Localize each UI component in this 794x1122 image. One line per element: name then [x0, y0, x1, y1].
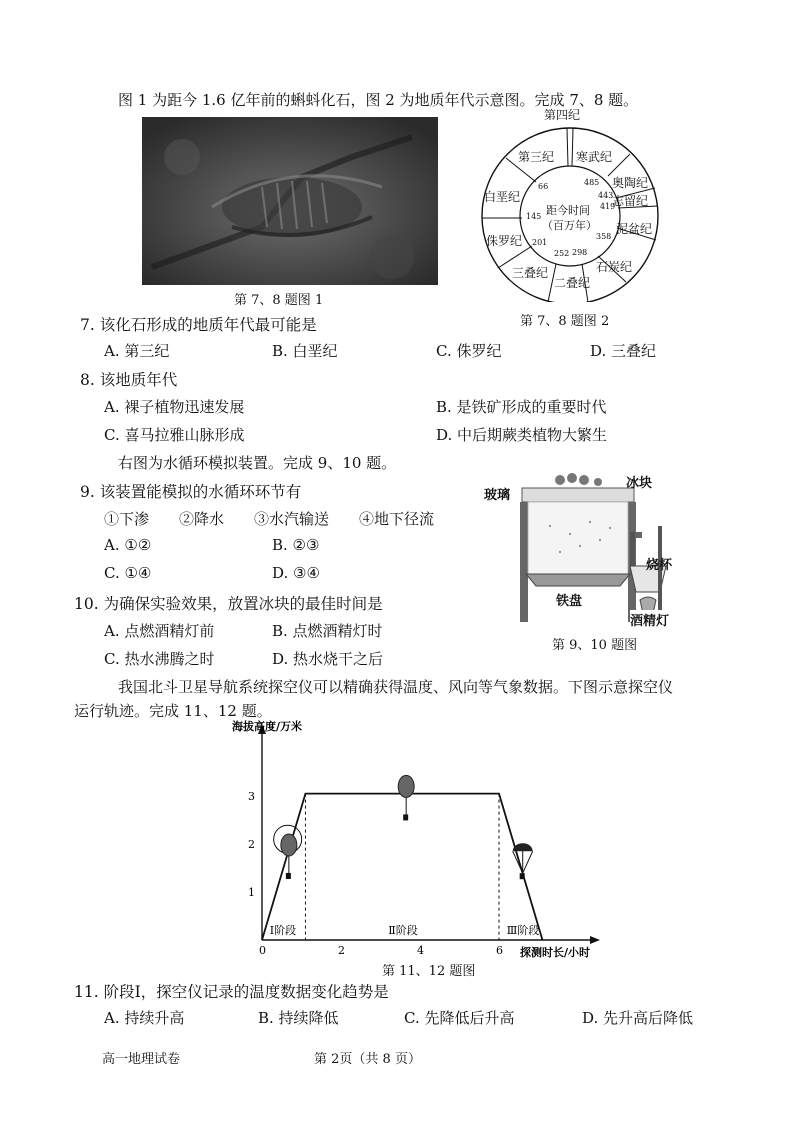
q10-stem: 10. 为确保实验效果，放置冰块的最佳时间是	[74, 595, 383, 613]
q10-option-b: B. 点燃酒精灯时	[272, 622, 383, 640]
q8-option-c: C. 喜马拉雅山脉形成	[104, 426, 245, 444]
q9-option-c: C. ①④	[104, 564, 152, 582]
num-145: 145	[526, 212, 542, 221]
balloon-stage-2	[398, 775, 414, 797]
trajectory-line	[262, 794, 542, 940]
sonde-1	[286, 873, 291, 879]
y-axis-label: 海拔高度/万米	[232, 720, 303, 733]
q9-option-a: A. ①②	[104, 536, 152, 554]
fig2-caption: 第 7、8 题图 2	[520, 314, 610, 329]
x-axis-arrow	[590, 936, 600, 944]
num-298: 298	[572, 248, 588, 257]
q10-option-a: A. 点燃酒精灯前	[104, 622, 215, 640]
x-axis-label: 探测时长/小时	[520, 946, 591, 959]
period-cretaceous: 白垩纪	[484, 190, 521, 204]
y-tick-label: 1	[248, 886, 255, 899]
x-tick-label: 0	[259, 944, 266, 957]
center-label-2: （百万年）	[542, 219, 597, 232]
balloon-stage-1	[281, 834, 297, 856]
q9-items: ①下渗 ②降水 ③水汽输送 ④地下径流	[104, 510, 435, 528]
center-label-1: 距今时间	[546, 204, 590, 217]
q11-option-c: C. 先降低后升高	[404, 1009, 515, 1027]
q10-option-d: D. 热水烧干之后	[272, 650, 384, 668]
period-carboniferous: 石炭纪	[596, 260, 633, 274]
x-tick-label: 4	[417, 944, 424, 957]
x-tick-label: 2	[338, 944, 345, 957]
intro-text-1: 图 1 为距今 1.6 亿年前的蝌蚪化石，图 2 为地质年代示意图。完成 7、8 题。	[118, 91, 639, 109]
label-alcohol-lamp: 酒精灯	[630, 610, 669, 629]
label-glass: 玻璃	[484, 488, 511, 503]
intro-text-3a: 我国北斗卫星导航系统探空仪可以精确获得温度、风向等气象数据。下图示意探空仪	[118, 678, 674, 696]
q7-option-a: A. 第三纪	[104, 342, 170, 360]
q11-stem: 11. 阶段Ⅰ，探空仪记录的温度数据变化趋势是	[74, 983, 389, 1001]
q11-option-a: A. 持续升高	[104, 1009, 185, 1027]
period-ordovician: 奥陶纪	[612, 176, 649, 190]
period-jurassic: 侏罗纪	[486, 234, 523, 248]
chart-caption: 第 11、12 题图	[382, 964, 476, 979]
q9-option-d: D. ③④	[272, 564, 320, 582]
fossil-photo	[142, 117, 438, 285]
label-iron-tray: 铁盘	[556, 594, 583, 609]
geologic-time-diagram	[480, 106, 660, 302]
x-tick-label: 6	[496, 944, 503, 957]
q7-option-d: D. 三叠纪	[590, 342, 657, 360]
num-443: 443	[598, 191, 614, 200]
q8-stem: 8. 该地质年代	[80, 371, 178, 389]
parachute-icon	[513, 843, 533, 851]
stage-label: Ⅱ阶段	[388, 924, 418, 937]
period-triassic: 三叠纪	[512, 266, 549, 280]
period-quaternary: 第四纪	[544, 108, 581, 122]
num-201: 201	[532, 238, 548, 247]
y-tick-label: 2	[248, 838, 255, 851]
q10-option-c: C. 热水沸腾之时	[104, 650, 215, 668]
period-silurian: 志留纪	[612, 194, 649, 208]
num-358: 358	[596, 232, 612, 241]
period-cambrian: 寒武纪	[576, 150, 613, 164]
q8-option-b: B. 是铁矿形成的重要时代	[436, 398, 607, 416]
q11-option-d: D. 先升高后降低	[582, 1009, 694, 1027]
fig3-caption: 第 9、10 题图	[552, 638, 638, 653]
num-66: 66	[538, 182, 549, 191]
q9-stem: 9. 该装置能模拟的水循环环节有	[80, 483, 302, 501]
label-ice: 冰块	[626, 476, 653, 491]
q11-option-b: B. 持续降低	[258, 1009, 339, 1027]
num-419: 419	[600, 202, 616, 211]
y-tick-label: 3	[248, 790, 255, 803]
footer-left: 高一地理试卷	[102, 1052, 181, 1067]
q9-option-b: B. ②③	[272, 536, 320, 554]
q7-option-c: C. 侏罗纪	[436, 342, 502, 360]
q8-option-a: A. 裸子植物迅速发展	[104, 398, 245, 416]
q8-option-d: D. 中后期蕨类植物大繁生	[436, 426, 608, 444]
stage-label: Ⅲ阶段	[506, 924, 540, 937]
num-252: 252	[554, 249, 570, 258]
q7-option-b: B. 白垩纪	[272, 342, 338, 360]
num-485: 485	[584, 178, 600, 187]
footer-page-number: 第 2页（共 8 页）	[314, 1052, 421, 1067]
stage-label: Ⅰ阶段	[269, 924, 297, 937]
q7-stem: 7. 该化石形成的地质年代最可能是	[80, 316, 317, 334]
parachute-lines	[513, 851, 533, 873]
intro-text-2: 右图为水循环模拟装置。完成 9、10 题。	[118, 454, 397, 472]
water-cycle-apparatus	[480, 470, 680, 630]
period-tertiary: 第三纪	[518, 150, 555, 164]
fig1-caption: 第 7、8 题图 1	[234, 293, 324, 308]
sonde-3	[520, 873, 525, 879]
period-devonian: 泥盆纪	[616, 222, 653, 236]
sonde-2	[403, 814, 408, 820]
chart-svg	[232, 720, 612, 960]
intro-text-3b: 运行轨迹。完成 11、12 题。	[74, 702, 272, 720]
balloon-trajectory-chart	[232, 720, 612, 960]
label-beaker: 烧杯	[646, 558, 673, 573]
period-permian: 二叠纪	[554, 276, 591, 290]
